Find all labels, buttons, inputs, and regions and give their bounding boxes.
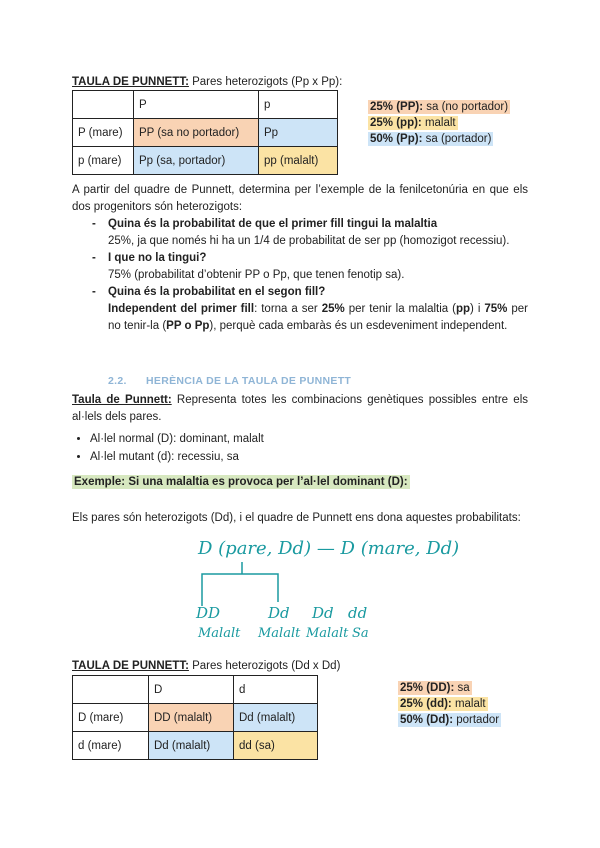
- example-heading: Exemple: Si una malaltia es provoca per l’al·lel dominant (D):: [74, 476, 408, 488]
- punnett-table-2: [72, 675, 318, 760]
- table-row: p (mare) Pp (sa, portador) pp (malalt): [73, 147, 338, 175]
- child-phenotype: Malalt: [258, 626, 301, 641]
- intro-paragraph: A partir del quadre de Punnett, determina per l’exemple de la fenilcetonúria en que els dos progenitors són heterozigots:: [72, 184, 528, 213]
- list-item: - Quina és la probabilitat en el segon fill? Independent del primer fill: torna a ser 25% per tenir la malaltia (pp) i 75% per no tenir-la (PP o Pp), perquè cada embaràs és un esdeveniment independent.: [92, 286, 528, 332]
- table-row: d (mare) Dd (malalt) dd (sa): [73, 732, 318, 760]
- list-item: • Al·lel normal (D): dominant, malalt: [90, 430, 264, 448]
- legend-item: 25% (dd): malalt: [400, 698, 486, 710]
- question-list: [92, 216, 528, 335]
- table-row: P p: [73, 91, 338, 119]
- definition-paragraph: Taula de Punnett: Representa totes les combinacions genètiques possibles entre els al·lels dels pares.: [72, 394, 528, 423]
- table1-legend: [368, 99, 510, 147]
- handwritten-parents: D (pare, Dd) — D (mare, Dd): [198, 538, 460, 559]
- child-genotype: DD: [196, 604, 221, 622]
- child-phenotype: Malalt: [306, 626, 349, 641]
- handwritten-tree: [190, 560, 390, 610]
- child-phenotype: Sa: [352, 626, 369, 641]
- table-row: D d: [73, 676, 318, 704]
- punnett-table-1: [72, 90, 338, 175]
- table-row: P (mare) PP (sa no portador) Pp: [73, 119, 338, 147]
- allele-list: [72, 430, 264, 466]
- list-item: - Quina és la probabilitat de que el primer fill tingui la malaltia 25%, ja que només hi ha un 1/4 de probabilitat de ser pp (homozigot recessiu).: [92, 218, 510, 247]
- child-genotype: Dd: [268, 604, 290, 622]
- table-row: D (mare) DD (malalt) Dd (malalt): [73, 704, 318, 732]
- legend-item: 25% (DD): sa: [400, 682, 470, 694]
- table2-legend: [398, 680, 501, 728]
- table2-title: TAULA DE PUNNETT: Pares heterozigots (Dd x Dd): [72, 660, 341, 672]
- child-genotype: dd: [348, 604, 368, 622]
- child-phenotype: Malalt: [198, 626, 241, 641]
- table1-title: TAULA DE PUNNETT: Pares heterozigots (Pp x Pp):: [72, 76, 343, 88]
- child-genotype: Dd: [312, 604, 334, 622]
- list-item: - I que no la tingui? 75% (probabilitat d’obtenir PP o Pp, que tenen fenotip sa).: [92, 252, 405, 281]
- legend-item: 25% (PP): sa (no portador): [370, 101, 509, 113]
- list-item: • Al·lel mutant (d): recessiu, sa: [90, 448, 264, 466]
- example-paragraph: Els pares són heterozigots (Dd), i el quadre de Punnett ens dona aquestes probabilitats:: [72, 512, 521, 524]
- section-heading: 2.2. HERÈNCIA DE LA TAULA DE PUNNETT: [108, 375, 352, 387]
- legend-item: 50% (Dd): portador: [400, 714, 500, 726]
- legend-item: 25% (pp): malalt: [370, 117, 456, 129]
- legend-item: 50% (Pp): sa (portador): [370, 133, 492, 145]
